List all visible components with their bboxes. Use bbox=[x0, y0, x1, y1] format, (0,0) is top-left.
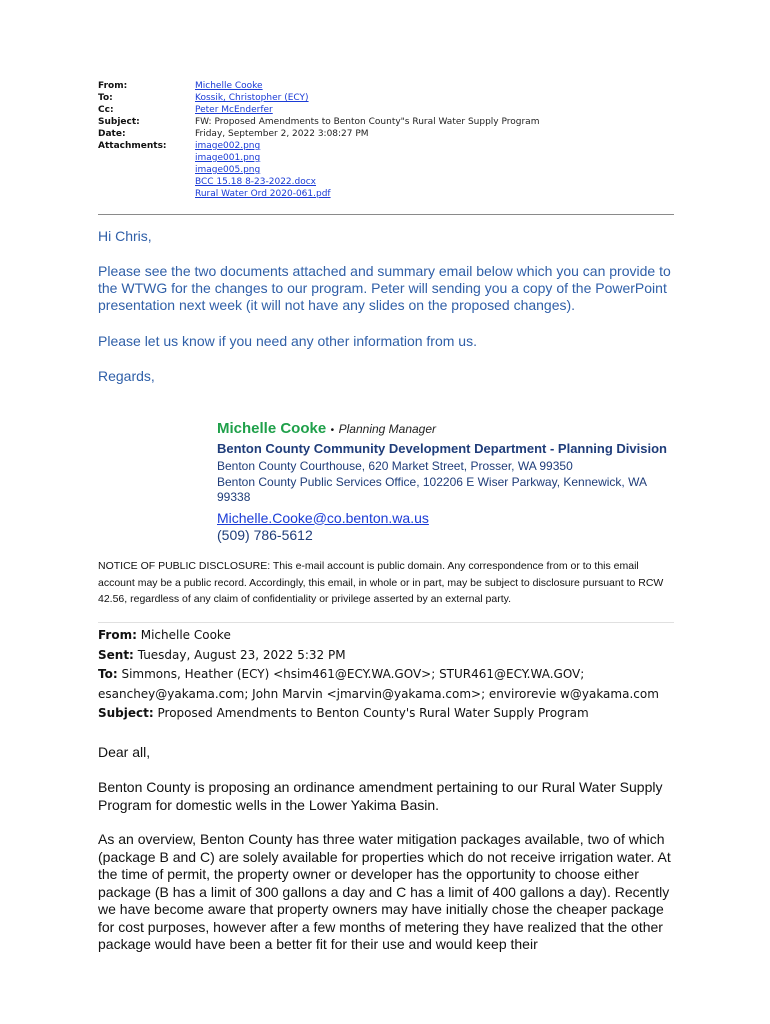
attachment-link[interactable]: image005.png bbox=[195, 165, 261, 175]
forwarded-from-row bbox=[98, 626, 698, 646]
header-subject-row bbox=[98, 116, 539, 128]
signature-name: Michelle Cooke bbox=[217, 420, 327, 437]
message-paragraph-1: Please see the two documents attached and summary email below which you can provide to the WTWG for the changes to our program. Peter will sending you a copy of the PowerPoint presentation next week (it will not have any slides on the proposed changes). bbox=[98, 263, 671, 313]
signature-phone: (509) 786-5612 bbox=[217, 526, 313, 543]
fwd-subject-value: Proposed Amendments to Benton County's Rural Water Supply Program bbox=[157, 706, 589, 720]
forwarded-sent-row bbox=[98, 646, 698, 666]
attachment-link[interactable]: Rural Water Ord 2020-061.pdf bbox=[195, 189, 331, 199]
forwarded-header bbox=[98, 626, 698, 724]
signature-department: Benton County Community Development Department - Planning Division bbox=[217, 441, 667, 456]
forwarded-to-row-cont: esanchey@yakama.com; John Marvin <jmarvin@yakama.com>; envirorevie w@yakama.com bbox=[98, 686, 659, 701]
signature-name-line bbox=[217, 420, 677, 438]
subject-label: Subject: bbox=[98, 117, 140, 127]
forward-divider bbox=[98, 622, 674, 623]
fwd-to-value: Simmons, Heather (ECY) <hsim461@ECY.WA.GOV>; STUR461@ECY.WA.GOV; bbox=[121, 667, 585, 681]
attachment-list bbox=[195, 140, 331, 200]
fwd-from-value: Michelle Cooke bbox=[140, 628, 231, 642]
forward-paragraph-1: Benton County is proposing an ordinance amendment pertaining to our Rural Water Supply Program for domestic wells in the Lower Yakima Basin. bbox=[98, 779, 663, 813]
header-attachments-row bbox=[98, 140, 539, 200]
header-date-row bbox=[98, 128, 539, 140]
to-link[interactable]: Kossik, Christopher (ECY) bbox=[195, 93, 309, 103]
date-value: Friday, September 2, 2022 3:08:27 PM bbox=[195, 129, 369, 139]
header-divider bbox=[98, 214, 674, 215]
forwarded-to-row bbox=[98, 665, 698, 685]
subject-value: FW: Proposed Amendments to Benton County"s Rural Water Supply Program bbox=[195, 117, 540, 127]
fwd-sent-label: Sent: bbox=[98, 647, 134, 662]
public-disclosure-notice: NOTICE OF PUBLIC DISCLOSURE: This e-mail account is public domain. Any correspondence from or to this email account may be a public record. Accordingly, this email, in whole or in part, may be subject to disclosure pursuant to RCW 42.56, regardless of any claim of confidentiality or privilege asserted by an external party. bbox=[98, 560, 664, 605]
email-header bbox=[98, 80, 539, 200]
signature-email-link[interactable]: Michelle.Cooke@co.benton.wa.us bbox=[217, 509, 429, 526]
forward-greeting: Dear all, bbox=[98, 744, 151, 760]
cc-label: Cc: bbox=[98, 105, 114, 115]
signature-address-1: Benton County Courthouse, 620 Market Street, Prosser, WA 99350 bbox=[217, 459, 573, 473]
header-cc-row bbox=[98, 104, 539, 116]
fwd-from-label: From: bbox=[98, 628, 137, 642]
signature-block bbox=[217, 420, 677, 544]
attachment-link[interactable]: image002.png bbox=[195, 141, 261, 151]
message-paragraph-2: Please let us know if you need any other information from us. bbox=[98, 333, 477, 349]
to-label: To: bbox=[98, 93, 113, 103]
forward-paragraph-2: As an overview, Benton County has three water mitigation packages available, two of which (package B and C) are solely available for properties which do not receive irrigation water. At the time of permit, the property owner or developer has the opportunity to choose either package (B has a limit of 300 gallons a day and C has a limit of 400 gallons a day). Recently we have become aware that property owners may have initially chose the cheaper package for cost purposes, however after a few months of metering they have realized that the other package would have been a better fit for their use and would keep their bbox=[98, 831, 671, 952]
from-label: From: bbox=[98, 81, 128, 91]
closing: Regards, bbox=[98, 368, 155, 384]
fwd-sent-value: Tuesday, August 23, 2022 5:32 PM bbox=[137, 647, 346, 662]
attachment-link[interactable]: image001.png bbox=[195, 153, 261, 163]
header-to-row bbox=[98, 92, 539, 104]
fwd-to-label: To: bbox=[98, 667, 118, 681]
attachments-label: Attachments: bbox=[98, 141, 167, 151]
fwd-subject-label: Subject: bbox=[98, 706, 154, 720]
signature-title: Planning Manager bbox=[338, 422, 437, 436]
date-label: Date: bbox=[98, 129, 126, 139]
attachment-link[interactable]: BCC 15.18 8-23-2022.docx bbox=[195, 177, 317, 187]
greeting: Hi Chris, bbox=[98, 228, 152, 244]
from-link[interactable]: Michelle Cooke bbox=[195, 81, 263, 91]
forwarded-subject-row bbox=[98, 704, 698, 724]
header-from-row bbox=[98, 80, 539, 92]
cc-link[interactable]: Peter McEnderfer bbox=[195, 105, 273, 115]
bullet-separator: • bbox=[330, 425, 335, 436]
signature-address-2: Benton County Public Services Office, 102206 E Wiser Parkway, Kennewick, WA 99338 bbox=[217, 474, 647, 504]
